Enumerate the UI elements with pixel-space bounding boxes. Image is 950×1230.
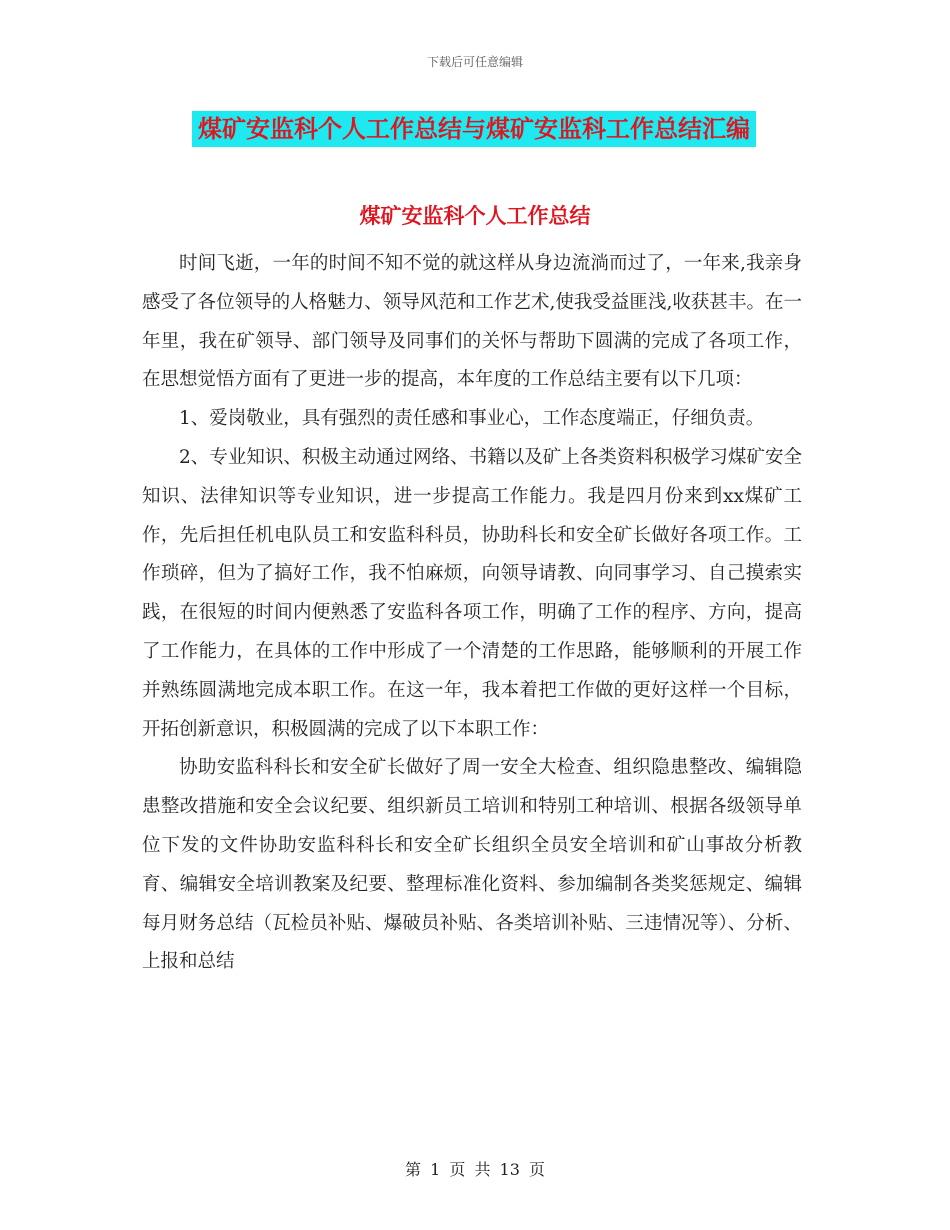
section-title: 煤矿安监科个人工作总结 [359, 204, 591, 228]
header-note: 下载后可任意编辑 [426, 55, 523, 69]
paragraph-item-1: 1、爱岗敬业，具有强烈的责任感和事业心，工作态度端正，仔细负责。 [179, 408, 765, 430]
paragraph-item-2: 2、专业知识、积极主动通过网络、书籍以及矿上各类资料积极学习煤矿安全知识、法律知识等专业知识，进一步提高工作能力。我是四月份来到xx煤矿工作，先后担任机电队员工和安监科科员，协助科长和安全矿长做好各项工作。工作琐碎，但为了搞好工作，我不怕麻烦，向领导请教、向同事学习、自己摸索实践，在很短的时间内便熟悉了安监科各项工作，明确了工作的程序、方向，提高了工作能力，在具体的工作中形成了一个清楚的工作思路，能够顺利的开展工作并熟练圆满地完成本职工作。在这一年，我本着把工作做的更好这样一个目标，开拓创新意识，积极圆满的完成了以下本职工作： [142, 446, 802, 740]
paragraph-duties: 协助安监科科长和安全矿长做好了周一安全大检查、组织隐患整改、编辑隐患整改措施和安全会议纪要、组织新员工培训和特别工种培训、根据各级领导单位下发的文件协助安监科科长和安全矿长组织全员安全培训和矿山事故分析教育、编辑安全培训教案及纪要、整理标准化资料、参加编制各类奖惩规定、编辑每月财务总结（瓦检员补贴、爆破员补贴、各类培训补贴、三违情况等）、分析、上报和总结 [142, 757, 802, 973]
page-footer: 第 1 页 共 13 页 [405, 1160, 545, 1179]
document-title: 煤矿安监科个人工作总结与煤矿安监科工作总结汇编 [192, 111, 756, 147]
paragraph-intro: 时间飞逝，一年的时间不知不觉的就这样从身边流淌而过了，一年来,我亲身感受了各位领导的人格魅力、领导风范和工作艺术,使我受益匪浅,收获甚丰。在一年里，我在矿领导、部门领导及同事们的关怀与帮助下圆满的完成了各项工作，在思想觉悟方面有了更进一步的提高，本年度的工作总结主要有以下几项： [142, 253, 802, 391]
document-body [142, 245, 802, 982]
